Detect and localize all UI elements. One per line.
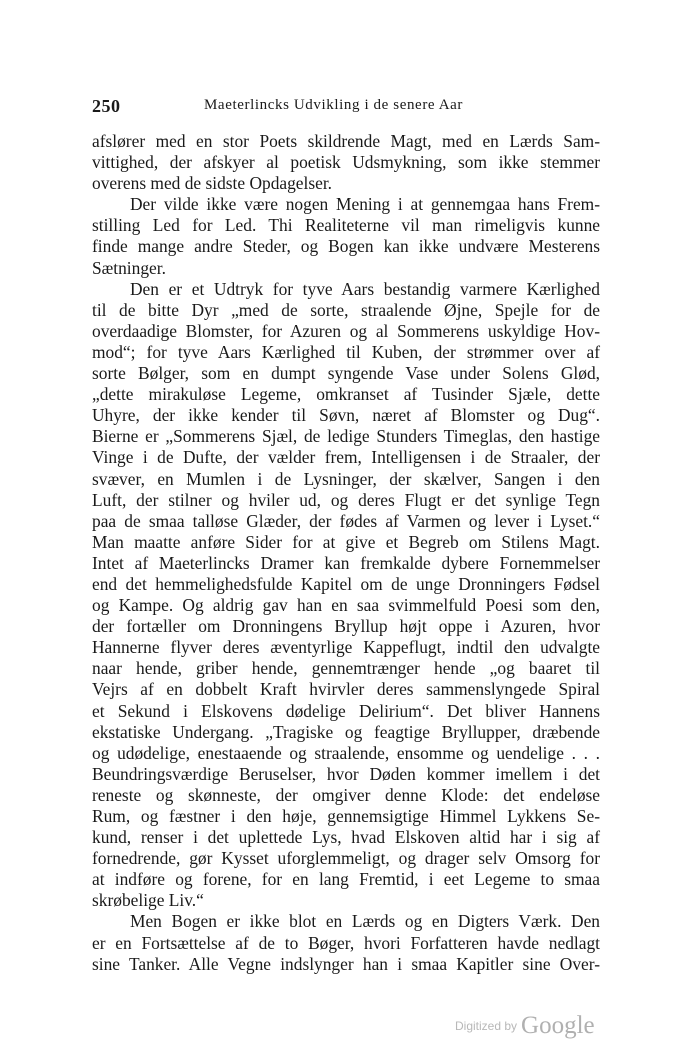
- text-line: Uhyre, der ikke kender til Søvn, næret af Blomster og Dug“.: [92, 405, 600, 426]
- text-line: naar hende, griber hende, gennemtrænger hende „og baaret til: [92, 658, 600, 679]
- text-line: end det hemmelighedsfulde Kapitel om de unge Dronningers Fødsel: [92, 573, 600, 594]
- text-line: sorte Bølger, som en dumpt syngende Vase under Solens Glød,: [92, 363, 600, 384]
- text-line: paa de smaa talløse Glæder, der fødes af Varmen og lever i Lyset.“: [92, 510, 600, 531]
- text-line: Men Bogen er ikke blot en Lærds og en Digters Værk. Den: [130, 911, 600, 932]
- text-line: Sætninger.: [92, 257, 166, 278]
- text-line: Rum, og fæstner i den høje, gennemsigtige Himmel Lykkens Se-: [92, 806, 600, 826]
- text-line: fornedrende, gør Kysset uforglemmeligt, og drager selv Omsorg for: [92, 848, 600, 869]
- text-line: afslører med en stor Poets skildrende Magt, med en Lærds Sam-: [92, 131, 600, 151]
- text-line: svæver, en Mumlen i de Lysninger, der skælver, Sangen i den: [92, 468, 600, 489]
- text-line: til de bitte Dyr „med de sorte, straalende Øjne, Spejle for de: [92, 299, 600, 320]
- text-line: Man maatte anføre Sider for at give et Begreb om Stilens Magt.: [92, 531, 600, 552]
- text-line: og Kampe. Og aldrig gav han en saa svimmelfuld Poesi som den,: [92, 595, 600, 616]
- text-line: der fortæller om Dronningens Bryllup højt oppe i Azuren, hvor: [92, 616, 600, 637]
- text-line: Hannerne flyver deres æventyrlige Kappeflugt, indtil den udvalgte: [92, 637, 600, 658]
- text-line: sine Tanker. Alle Vegne indslynger han i smaa Kapitler sine Over-: [92, 953, 600, 974]
- text-line: Den er et Udtryk for tyve Aars bestandig varmere Kærlighed: [130, 278, 600, 299]
- page-header: [92, 96, 600, 118]
- text-line: stilling Led for Led. Thi Realiteterne vil man rimeligvis kunne: [92, 215, 600, 236]
- running-title: Maeterlincks Udvikling i de senere Aar: [204, 97, 463, 113]
- text-line: Vinge i de Dufte, der vælder frem, Intelligensen i de Straaler, der: [92, 447, 600, 468]
- text-line: Der vilde ikke være nogen Mening i at gennemgaa hans Frem-: [130, 194, 600, 215]
- text-line: kund, renser i det uplettede Lys, hvad Elskoven altid har i sig af: [92, 827, 600, 848]
- text-line: et Sekund i Elskovens dødelige Delirium“. Det bliver Hannens: [92, 700, 600, 721]
- text-line: og udødelige, enestaaende og straalende, ensomme og uendelige . . .: [92, 742, 600, 763]
- text-line: skrøbelige Liv.“: [92, 890, 204, 911]
- text-line: er en Fortsættelse af de to Bøger, hvori Forfatteren havde nedlagt: [92, 932, 600, 953]
- digitized-watermark: [455, 1012, 595, 1042]
- text-line: Luft, der stilner og hviler ud, og deres Flugt er det synlige Tegn: [92, 489, 600, 510]
- text-line: ekstatiske Undergang. „Tragiske og feagtige Bryllupper, dræbende: [92, 721, 600, 742]
- text-line: vittighed, der afskyer al poetisk Udsmykning, som ikke stemmer: [92, 152, 600, 173]
- text-line: overdaadige Blomster, for Azuren og al Sommerens uskyldige Hov-: [92, 320, 600, 341]
- watermark-brand: Google: [521, 1012, 595, 1039]
- text-line: finde mange andre Steder, og Bogen kan ikke undvære Mesterens: [92, 236, 600, 257]
- text-line: Intet af Maeterlincks Dramer kan fremkalde dybere Fornemmelser: [92, 552, 600, 573]
- text-line: Bierne er „Sommerens Sjæl, de ledige Stunders Timeglas, den hastige: [92, 426, 600, 447]
- text-line: reneste og skønneste, der omgiver denne Klode: det endeløse: [92, 784, 600, 805]
- body-text: [92, 131, 600, 975]
- text-line: at indføre og forene, for en lang Fremtid, i eet Legeme to smaa: [92, 869, 600, 890]
- text-line: „dette mirakuløse Legeme, omkranset af Tusinder Sjæle, dette: [92, 384, 600, 405]
- text-line: mod“; for tyve Aars Kærlighed til Kuben, der strømmer over af: [92, 341, 600, 362]
- watermark-prefix: Digitized by: [455, 1019, 518, 1033]
- page-number: 250: [92, 96, 121, 116]
- text-line: overens med de sidste Opdagelser.: [92, 173, 333, 194]
- text-line: Beundringsværdige Beruselser, hvor Døden kommer imellem i det: [92, 763, 600, 784]
- text-line: Vejrs af en dobbelt Kraft hvirvler deres sammenslyngede Spiral: [92, 679, 600, 700]
